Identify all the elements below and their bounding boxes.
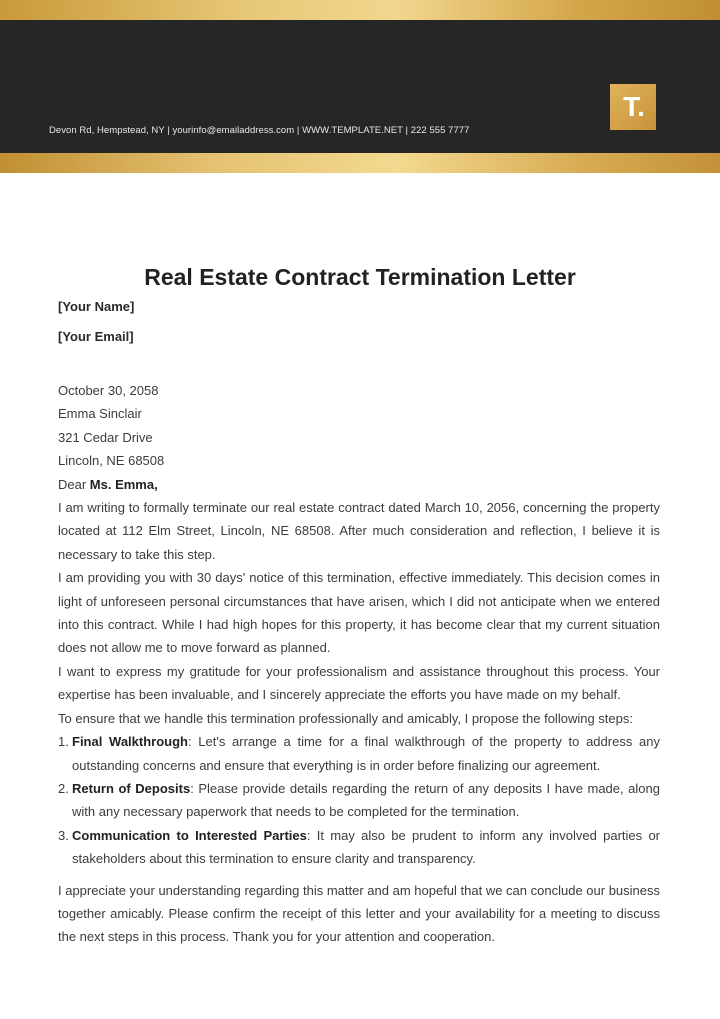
header-gold-band-bottom	[0, 153, 720, 173]
paragraph-2: I am providing you with 30 days' notice of this termination, effective immediately. This decision comes in light of unforeseen personal circumstances that have arisen, which I did not anticipate when we entered into this contract. While I had high hopes for this property, it has become clear that my current situation does not allow me to move forward as planned.	[58, 570, 660, 656]
your-name-placeholder: [Your Name]	[58, 299, 135, 314]
header-gold-band-top	[0, 0, 720, 20]
recipient-name: Emma Sinclair	[58, 406, 142, 422]
letter-text	[58, 379, 660, 949]
list-item	[58, 824, 660, 871]
letter-date: October 30, 2058	[58, 383, 159, 398]
letterhead-header	[0, 20, 720, 153]
letter-body	[58, 260, 660, 949]
brand-logo	[610, 84, 656, 130]
salutation-prefix: Dear	[58, 476, 90, 492]
paragraph-3: I want to express my gratitude for your professionalism and assistance throughout this process. Your expertise has been invaluable, and I sincerely appreciate the efforts you have made on my behalf.	[58, 663, 660, 703]
salutation	[58, 473, 660, 496]
step-text: : Please provide details regarding the return of any deposits I have made, along with any necessary paperwork that needs to be completed for the termination.	[72, 780, 660, 820]
step-text: : Let's arrange a time for a final walkthrough of the property to address any outstanding concerns and ensure that everything is in order before finalizing our agreement.	[72, 734, 660, 773]
step-title: Final Walkthrough	[72, 734, 188, 750]
recipient-city: Lincoln, NE 68508	[58, 453, 165, 469]
logo-letter: T.	[623, 91, 645, 122]
your-email-placeholder: [Your Email]	[58, 329, 134, 344]
step-number: 3.	[58, 827, 69, 843]
salutation-name: Ms. Emma,	[89, 476, 158, 492]
step-text: : It may also be prudent to inform any involved parties or stakeholders about this termination to ensure clarity and transparency.	[72, 827, 661, 867]
step-number: 1.	[58, 734, 69, 750]
paragraph-4: To ensure that we handle this termination professionally and amicably, I propose the following steps:	[58, 710, 633, 726]
step-title: Communication to Interested Parties	[72, 827, 307, 843]
list-item	[58, 777, 660, 824]
contact-info: Devon Rd, Hempstead, NY | yourinfo@emailaddress.com | WWW.TEMPLATE.NET | 222 555 7777	[49, 125, 470, 136]
step-number: 2.	[58, 780, 69, 796]
closing-paragraph: I appreciate your understanding regarding this matter and am hopeful that we can conclude our business together amicably. Please confirm the receipt of this letter and your availability for a meeting to discuss the next steps in this process. Thank you for your attention and cooperation.	[58, 882, 660, 945]
step-title: Return of Deposits	[72, 780, 191, 796]
recipient-street: 321 Cedar Drive	[58, 429, 153, 445]
steps-list	[58, 730, 660, 870]
paragraph-1: I am writing to formally terminate our real estate contract dated March 10, 2056, concerning the property located at 112 Elm Street, Lincoln, NE 68508. After much consideration and reflection, I believe it is necessary to take this step.	[58, 500, 660, 562]
list-item	[58, 730, 660, 777]
letter-title: Real Estate Contract Termination Letter	[144, 264, 576, 290]
